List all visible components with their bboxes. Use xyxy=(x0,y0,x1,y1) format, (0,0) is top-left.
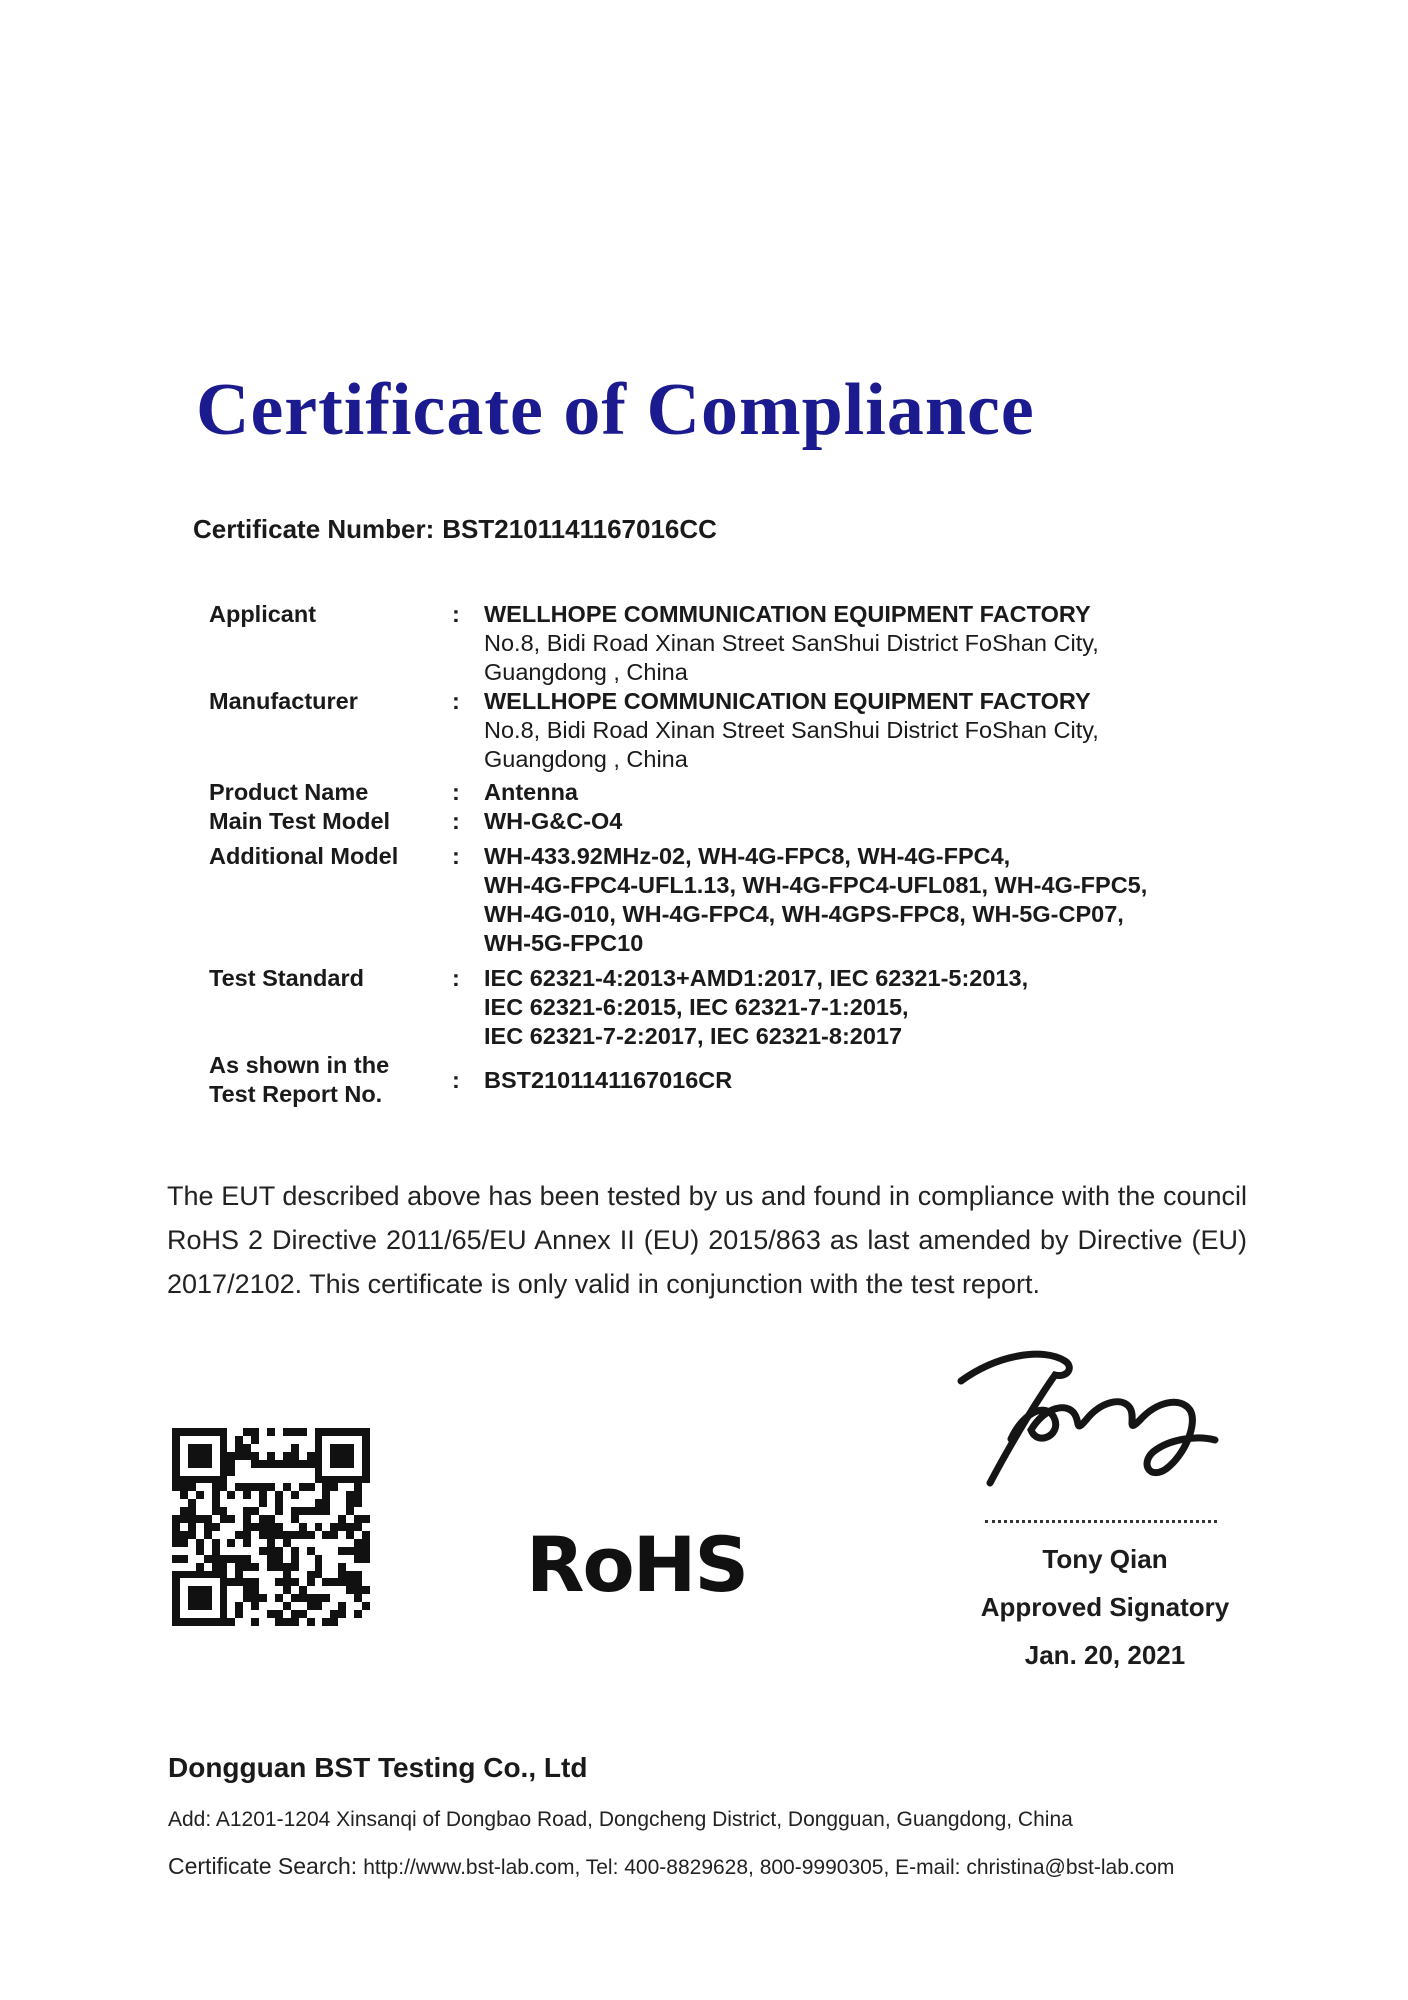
field-label: Manufacturer xyxy=(209,688,358,714)
field-value xyxy=(484,687,1219,774)
field-value-line: WH-433.92MHz-02, WH-4G-FPC8, WH-4G-FPC4, xyxy=(484,843,1011,869)
field-separator: : xyxy=(452,601,460,627)
field-value-line: No.8, Bidi Road Xinan Street SanShui District FoShan City, xyxy=(484,717,1099,743)
field-value xyxy=(484,807,1219,836)
field-value-line: IEC 62321-6:2015, IEC 62321-7-1:2015, xyxy=(484,994,909,1020)
field-value-line: IEC 62321-4:2013+AMD1:2017, IEC 62321-5:2013, xyxy=(484,965,1029,991)
field-value-line: WELLHOPE COMMUNICATION EQUIPMENT FACTORY xyxy=(484,601,1091,627)
field-label: Applicant xyxy=(209,601,317,627)
signatory-block xyxy=(955,1544,1255,1688)
footer-company-name: Dongguan BST Testing Co., Ltd xyxy=(168,1752,588,1783)
signature-image xyxy=(945,1345,1230,1495)
field-value xyxy=(484,964,1219,1051)
qr-code xyxy=(172,1428,370,1626)
field-value xyxy=(484,600,1219,687)
field-value xyxy=(484,842,1219,958)
field-separator: : xyxy=(452,779,460,805)
field-row-additional-model xyxy=(209,842,1219,958)
field-value-line: No.8, Bidi Road Xinan Street SanShui District FoShan City, xyxy=(484,630,1099,656)
field-value-line: Guangdong , China xyxy=(484,659,688,685)
field-separator: : xyxy=(452,843,460,869)
field-value-line: Antenna xyxy=(484,779,578,805)
field-row-manufacturer xyxy=(209,687,1219,774)
field-row-test-report-no xyxy=(209,1051,1219,1109)
field-label-line: Test Report No. xyxy=(209,1081,383,1107)
field-value-line: Guangdong , China xyxy=(484,746,688,772)
field-separator: : xyxy=(452,688,460,714)
footer-search-line xyxy=(168,1853,1174,1880)
signatory-date: Jan. 20, 2021 xyxy=(1024,1640,1186,1670)
field-separator: : xyxy=(452,965,460,991)
field-label: Product Name xyxy=(209,779,369,805)
rohs-mark: RoHS xyxy=(526,1520,748,1609)
field-separator: : xyxy=(452,808,460,834)
signatory-name: Tony Qian xyxy=(1042,1544,1168,1574)
field-value-line: WH-5G-FPC10 xyxy=(484,930,644,956)
footer-search-label: Certificate Search: xyxy=(168,1853,358,1879)
field-label xyxy=(209,1051,452,1109)
signature-line xyxy=(985,1506,1217,1523)
field-label-line: As shown in the xyxy=(209,1052,390,1078)
field-value-line: WH-4G-FPC4-UFL1.13, WH-4G-FPC4-UFL081, WH-4G-FPC5, xyxy=(484,872,1148,898)
footer-search-value: http://www.bst-lab.com, Tel: 400-8829628, 800-9990305, E-mail: christina@bst-lab.com xyxy=(363,1856,1175,1879)
certificate-number-label: Certificate Number: xyxy=(193,514,435,544)
field-label: Test Standard xyxy=(209,965,364,991)
field-row-applicant xyxy=(209,600,1219,687)
field-label: Additional Model xyxy=(209,843,399,869)
field-label: Main Test Model xyxy=(209,808,391,834)
field-value xyxy=(484,1066,1219,1095)
signatory-role: Approved Signatory xyxy=(980,1592,1230,1622)
certificate-number-value: BST2101141167016CC xyxy=(442,514,717,544)
page-title: Certificate of Compliance xyxy=(196,369,1035,451)
field-value-line: WELLHOPE COMMUNICATION EQUIPMENT FACTORY xyxy=(484,688,1091,714)
field-row-main-test-model xyxy=(209,807,1219,836)
fields-table xyxy=(209,600,1219,1109)
field-value xyxy=(484,778,1219,807)
field-value-line: WH-G&C-O4 xyxy=(484,808,623,834)
field-row-product-name xyxy=(209,778,1219,807)
field-separator: : xyxy=(452,1066,460,1093)
field-value-line: BST2101141167016CR xyxy=(484,1066,733,1093)
certificate-number-line xyxy=(193,514,717,545)
field-value-line: IEC 62321-7-2:2017, IEC 62321-8:2017 xyxy=(484,1023,903,1049)
compliance-statement: The EUT described above has been tested by us and found in compliance with the council RoHS 2 Directive 2011/65/EU Annex II (EU) 2015/863 as last amended by Directive (EU) 2017/2102. This certificate is only valid in conjunction with the test report. xyxy=(167,1181,1247,1299)
field-row-test-standard xyxy=(209,964,1219,1051)
footer-address: Add: A1201-1204 Xinsanqi of Dongbao Road, Dongcheng District, Dongguan, Guangdong, China xyxy=(168,1808,1073,1831)
field-value-line: WH-4G-010, WH-4G-FPC4, WH-4GPS-FPC8, WH-5G-CP07, xyxy=(484,901,1124,927)
